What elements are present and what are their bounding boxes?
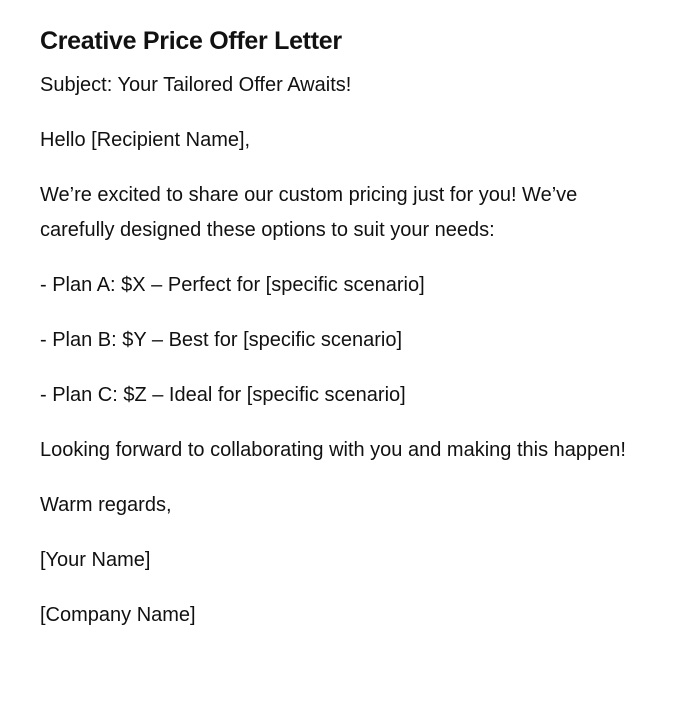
closing-paragraph: Looking forward to collaborating with you and making this happen! xyxy=(40,439,626,461)
subject-line: Subject: Your Tailored Offer Awaits! xyxy=(40,74,352,96)
signoff: Warm regards, xyxy=(40,494,172,516)
greeting: Hello [Recipient Name], xyxy=(40,129,251,151)
company-name: [Company Name] xyxy=(40,604,196,626)
intro-paragraph: We’re excited to share our custom pricing just for you! We’ve carefully designed these options to suit your needs: xyxy=(40,184,578,241)
plan-b-item: - Plan B: $Y – Best for [specific scenario] xyxy=(40,329,403,351)
plan-c-item: - Plan C: $Z – Ideal for [specific scenario] xyxy=(40,384,406,406)
sender-name: [Your Name] xyxy=(40,549,151,571)
plan-a-item: - Plan A: $X – Perfect for [specific scenario] xyxy=(40,274,425,296)
document-title: Creative Price Offer Letter xyxy=(40,27,342,55)
